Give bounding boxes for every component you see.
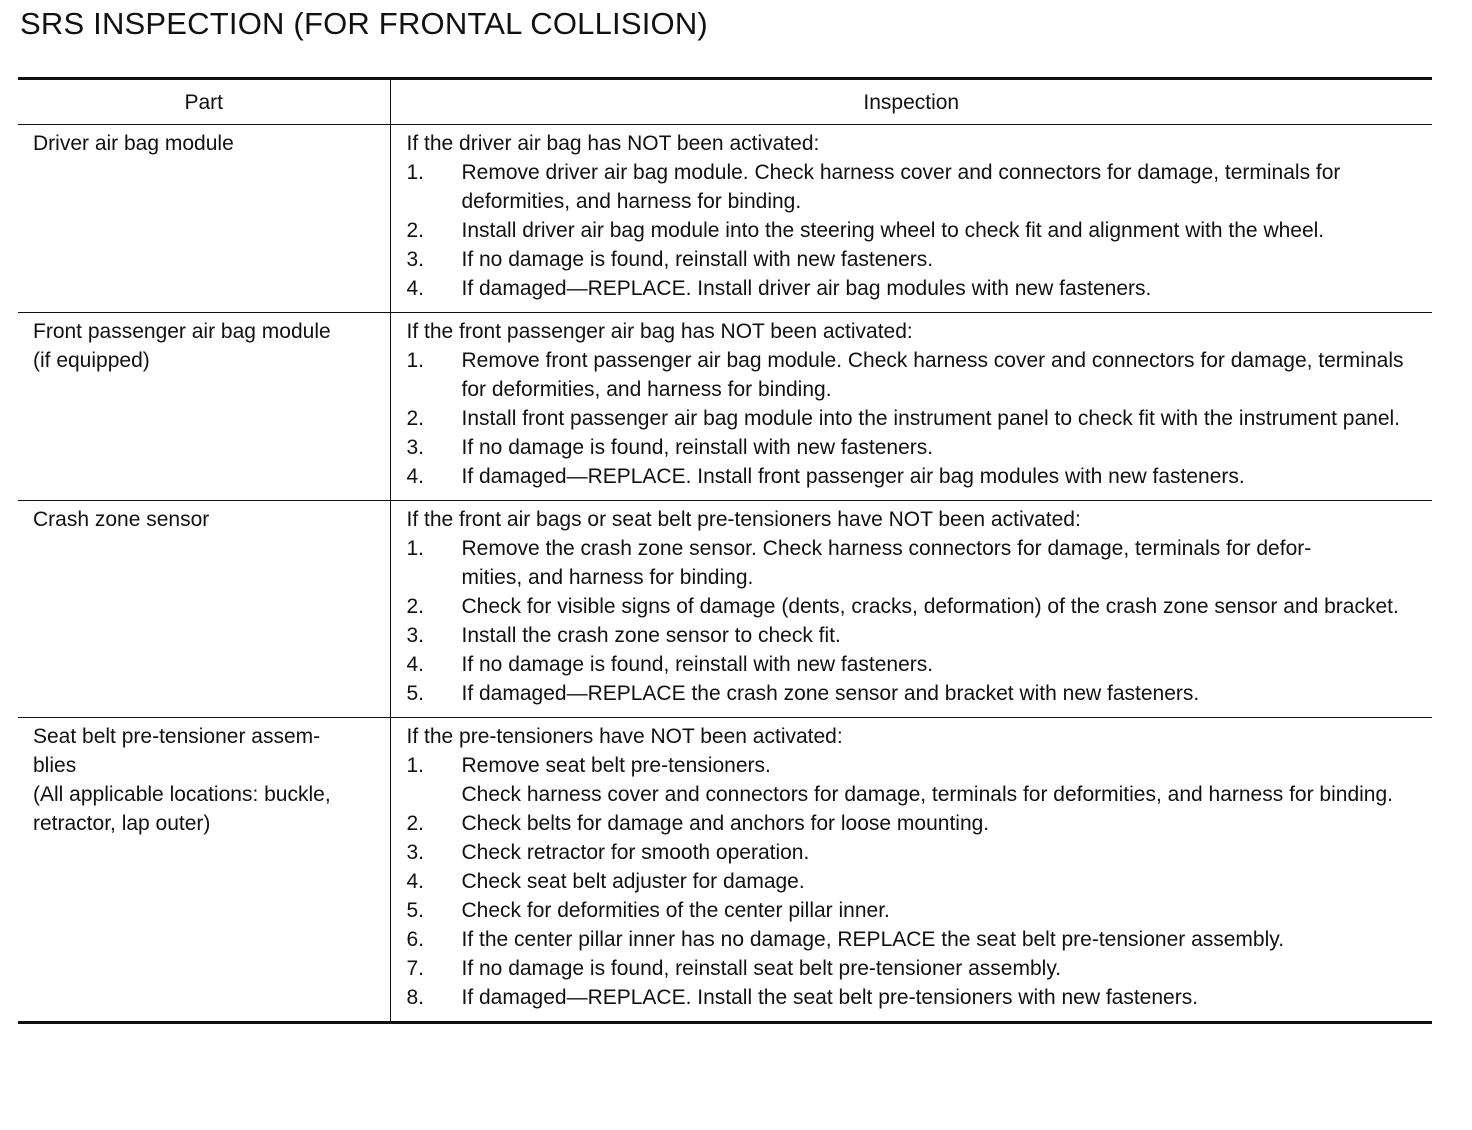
table-row: [18, 501, 1432, 718]
inspection-step: [407, 983, 1427, 1012]
table-header-row: [18, 79, 1432, 125]
step-number: 5.: [406, 899, 425, 922]
inspection-step: [407, 404, 1427, 433]
part-name: Driver air bag module: [33, 132, 234, 155]
inspection-cell: [390, 718, 1432, 1023]
part-cell: [18, 313, 390, 501]
inspection-step: [407, 216, 1427, 245]
inspection-step: [407, 621, 1427, 650]
inspection-intro: If the pre-tensioners have NOT been activated:: [406, 725, 843, 748]
step-number: 2.: [406, 407, 425, 430]
inspection-cell: [390, 125, 1432, 313]
step-number: 1.: [406, 537, 425, 560]
step-text: If damaged—REPLACE. Install driver air bag modules with new fasteners.: [461, 277, 1152, 300]
step-text: If no damage is found, reinstall seat belt pre-tensioner assembly.: [461, 957, 1062, 980]
step-number: 1.: [406, 349, 425, 372]
step-number: 4.: [406, 465, 425, 488]
page-title: SRS INSPECTION (FOR FRONTAL COLLISION): [20, 6, 708, 41]
step-text: Install front passenger air bag module into the instrument panel to check fit with the instrument panel.: [461, 407, 1401, 430]
inspection-step: [407, 867, 1427, 896]
step-number: 3.: [406, 624, 425, 647]
step-number: 3.: [406, 841, 425, 864]
inspection-step: [407, 346, 1427, 404]
inspection-step: [407, 462, 1427, 491]
step-number: 4.: [406, 870, 425, 893]
inspection-step: [407, 751, 1427, 809]
inspection-intro: If the driver air bag has NOT been activated:: [406, 132, 820, 155]
step-number: 1.: [406, 754, 425, 777]
inspection-cell: [390, 313, 1432, 501]
step-text: If the center pillar inner has no damage, REPLACE the seat belt pre-tensioner assembly.: [461, 928, 1285, 951]
step-text: Check for visible signs of damage (dents, cracks, deformation) of the crash zone sensor and bracket.: [461, 595, 1399, 618]
inspection-step: [407, 433, 1427, 462]
inspection-step: [407, 534, 1427, 592]
step-number: 5.: [406, 682, 425, 705]
inspection-column-header: Inspection: [390, 79, 1432, 125]
inspection-step: [407, 679, 1427, 708]
step-text: If no damage is found, reinstall with new fasteners.: [461, 653, 934, 676]
step-text: Check belts for damage and anchors for loose mounting.: [461, 812, 990, 835]
step-number: 3.: [406, 436, 425, 459]
inspection-step: [407, 245, 1427, 274]
step-number: 7.: [406, 957, 425, 980]
inspection-step: [407, 809, 1427, 838]
part-cell: [18, 501, 390, 718]
step-number: 6.: [406, 928, 425, 951]
table-row: [18, 125, 1432, 313]
inspection-step: [407, 158, 1427, 216]
inspection-cell: [390, 501, 1432, 718]
inspection-intro: If the front passenger air bag has NOT been activated:: [406, 320, 913, 343]
inspection-step: [407, 925, 1427, 954]
step-text: Install driver air bag module into the steering wheel to check fit and alignment with the wheel.: [461, 219, 1325, 242]
step-number: 2.: [406, 595, 425, 618]
part-name: Seat belt pre-tensioner assem- blies (All applicable locations: buckle, retractor, lap outer): [33, 725, 331, 835]
step-number: 3.: [406, 248, 425, 271]
step-text: If damaged—REPLACE the crash zone sensor and bracket with new fasteners.: [461, 682, 1200, 705]
step-text: Install the crash zone sensor to check fit.: [461, 624, 841, 647]
inspection-intro: If the front air bags or seat belt pre-tensioners have NOT been activated:: [406, 508, 1081, 531]
step-text: Remove driver air bag module. Check harness cover and connectors for damage, terminals for deformities, and harness for binding.: [461, 161, 1341, 213]
inspection-table: [18, 77, 1432, 1024]
step-number: 1.: [406, 161, 425, 184]
table-row: [18, 718, 1432, 1023]
part-cell: [18, 718, 390, 1023]
step-number: 8.: [406, 986, 425, 1009]
step-number: 2.: [406, 219, 425, 242]
step-text: If no damage is found, reinstall with new fasteners.: [461, 436, 934, 459]
inspection-step: [407, 838, 1427, 867]
step-text: Remove front passenger air bag module. Check harness cover and connectors for damage, terminals for deformities, and harness for binding.: [461, 349, 1404, 401]
inspection-step: [407, 896, 1427, 925]
inspection-step: [407, 274, 1427, 303]
step-text: Check for deformities of the center pillar inner.: [461, 899, 890, 922]
step-text: Remove seat belt pre-tensioners. Check harness cover and connectors for damage, terminals for deformities, and harness for binding.: [461, 754, 1393, 806]
step-number: 2.: [406, 812, 425, 835]
step-number: 4.: [406, 653, 425, 676]
inspection-step: [407, 650, 1427, 679]
table-row: [18, 313, 1432, 501]
inspection-step: [407, 592, 1427, 621]
part-column-header: Part: [18, 79, 390, 125]
step-text: If damaged—REPLACE. Install the seat belt pre-tensioners with new fasteners.: [461, 986, 1199, 1009]
step-text: If no damage is found, reinstall with new fasteners.: [461, 248, 934, 271]
part-name: Crash zone sensor: [33, 508, 210, 531]
step-text: Check retractor for smooth operation.: [461, 841, 810, 864]
step-number: 4.: [406, 277, 425, 300]
step-text: Check seat belt adjuster for damage.: [461, 870, 805, 893]
part-cell: [18, 125, 390, 313]
part-name: Front passenger air bag module (if equipped): [33, 320, 331, 372]
inspection-step: [407, 954, 1427, 983]
step-text: Remove the crash zone sensor. Check harness connectors for damage, terminals for defor- mities, and harness for binding.: [461, 537, 1312, 589]
step-text: If damaged—REPLACE. Install front passenger air bag modules with new fasteners.: [461, 465, 1245, 488]
